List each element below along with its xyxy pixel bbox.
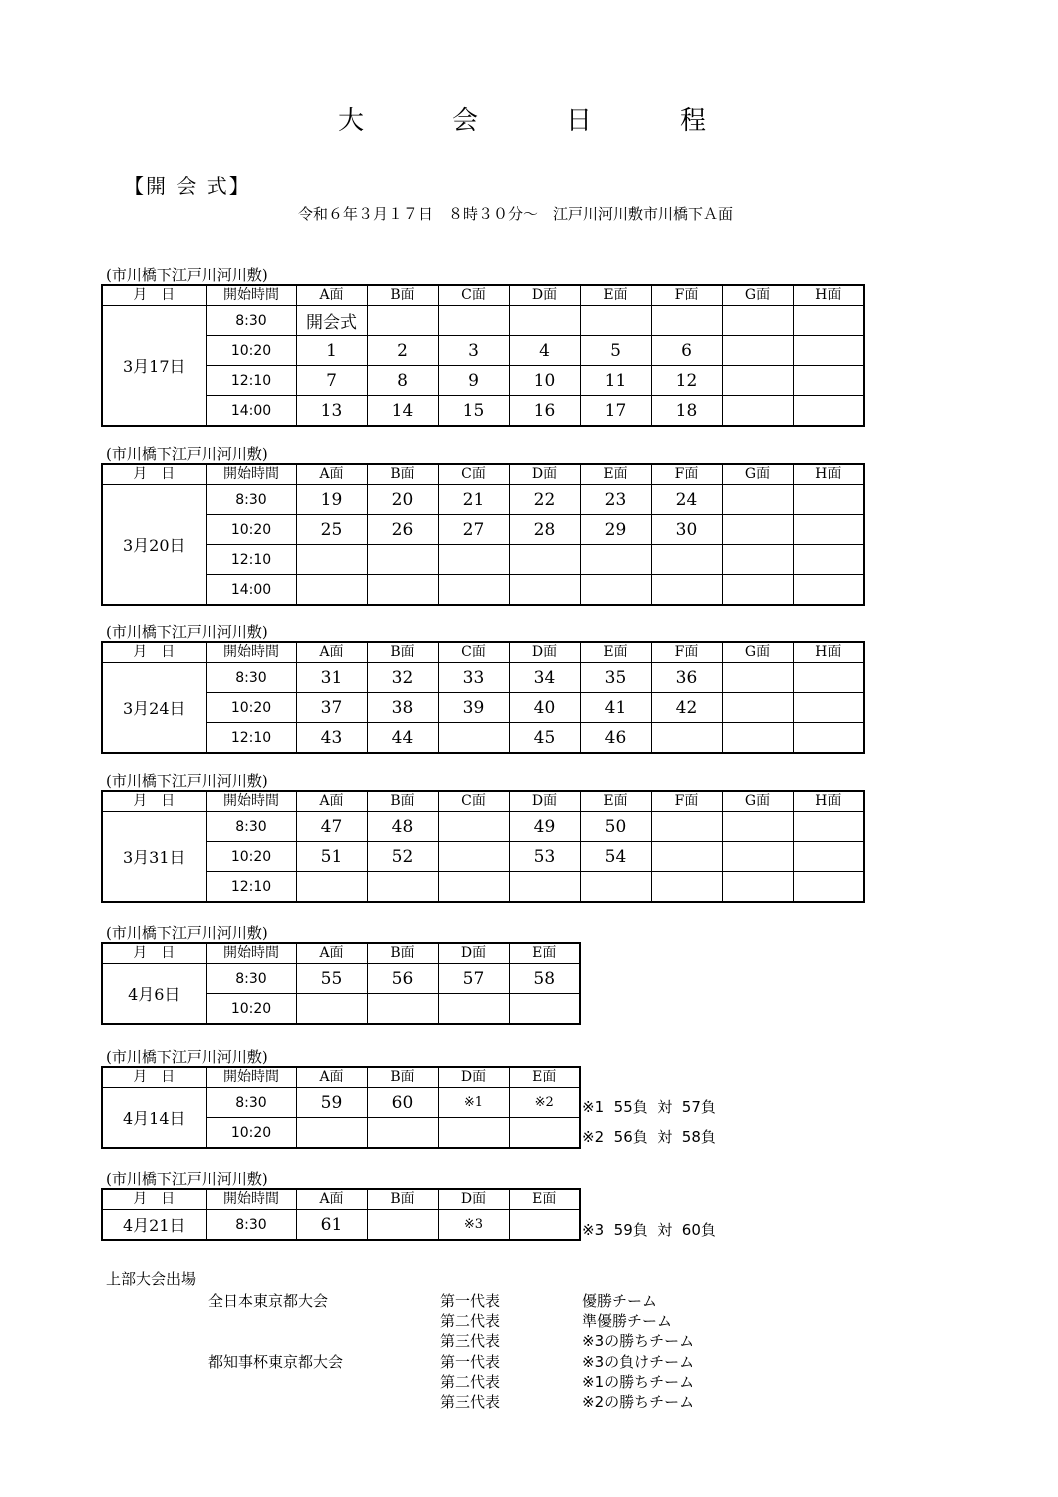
game-cell: 12 bbox=[651, 366, 722, 396]
game-cell: 49 bbox=[509, 812, 580, 842]
game-cell: 61 bbox=[296, 1210, 367, 1241]
game-cell bbox=[438, 545, 509, 575]
game-cell bbox=[367, 1210, 438, 1241]
game-cell: 16 bbox=[509, 396, 580, 427]
game-cell: 54 bbox=[580, 842, 651, 872]
column-header: C面 bbox=[438, 285, 509, 306]
game-cell bbox=[651, 545, 722, 575]
column-header: G面 bbox=[722, 791, 793, 812]
game-cell bbox=[793, 515, 864, 545]
game-cell: 59 bbox=[296, 1088, 367, 1118]
game-cell: 29 bbox=[580, 515, 651, 545]
column-header: A面 bbox=[296, 1189, 367, 1210]
schedule-table bbox=[101, 942, 581, 1025]
column-header: H面 bbox=[793, 791, 864, 812]
game-cell: 30 bbox=[651, 515, 722, 545]
table-row bbox=[102, 842, 864, 872]
rep-label: 第一代表 bbox=[440, 1292, 501, 1310]
game-cell bbox=[793, 693, 864, 723]
game-cell bbox=[509, 306, 580, 336]
game-cell: 56 bbox=[367, 964, 438, 994]
game-cell: 37 bbox=[296, 693, 367, 723]
game-cell bbox=[509, 1118, 580, 1149]
rep-label: 第二代表 bbox=[440, 1373, 501, 1391]
game-cell: 32 bbox=[367, 663, 438, 693]
table-header-row bbox=[102, 1189, 580, 1210]
column-header: B面 bbox=[367, 1067, 438, 1088]
game-cell bbox=[793, 872, 864, 903]
column-header: E面 bbox=[509, 1189, 580, 1210]
venue-label: (市川橋下江戸川河川敷) bbox=[106, 266, 268, 284]
table-row bbox=[102, 872, 864, 903]
column-header: B面 bbox=[367, 943, 438, 964]
game-cell bbox=[793, 366, 864, 396]
game-cell bbox=[793, 663, 864, 693]
game-cell bbox=[367, 306, 438, 336]
column-header: 月 日 bbox=[102, 285, 206, 306]
game-cell: 51 bbox=[296, 842, 367, 872]
column-header: E面 bbox=[509, 1067, 580, 1088]
ceremony-heading: 【開 会 式】 bbox=[124, 174, 251, 198]
game-cell bbox=[438, 306, 509, 336]
game-cell: 35 bbox=[580, 663, 651, 693]
column-header: F面 bbox=[651, 285, 722, 306]
title-char: 会 bbox=[452, 106, 479, 136]
game-cell: 43 bbox=[296, 723, 367, 754]
game-cell bbox=[509, 872, 580, 903]
qualification-title: 上部大会出場 bbox=[106, 1270, 197, 1288]
game-cell bbox=[793, 396, 864, 427]
team-label: ※2の勝ちチーム bbox=[582, 1393, 695, 1411]
game-cell: 39 bbox=[438, 693, 509, 723]
tournament-name: 全日本東京都大会 bbox=[208, 1292, 329, 1310]
table-header-row bbox=[102, 464, 864, 485]
table-row bbox=[102, 396, 864, 427]
game-cell: 50 bbox=[580, 812, 651, 842]
column-header: A面 bbox=[296, 943, 367, 964]
game-cell: 60 bbox=[367, 1088, 438, 1118]
game-cell: 55 bbox=[296, 964, 367, 994]
venue-label: (市川橋下江戸川河川敷) bbox=[106, 1170, 268, 1188]
table-row bbox=[102, 336, 864, 366]
game-cell: 19 bbox=[296, 485, 367, 515]
game-cell bbox=[438, 872, 509, 903]
table-row bbox=[102, 1088, 580, 1118]
column-header: 開始時間 bbox=[206, 1189, 296, 1210]
game-cell: 33 bbox=[438, 663, 509, 693]
game-cell bbox=[296, 872, 367, 903]
start-time-cell: 12:10 bbox=[206, 872, 296, 903]
column-header: B面 bbox=[367, 791, 438, 812]
game-cell: 7 bbox=[296, 366, 367, 396]
start-time-cell: 10:20 bbox=[206, 842, 296, 872]
game-cell bbox=[722, 366, 793, 396]
game-cell bbox=[793, 485, 864, 515]
start-time-cell: 8:30 bbox=[206, 663, 296, 693]
start-time-cell: 10:20 bbox=[206, 515, 296, 545]
game-cell bbox=[793, 812, 864, 842]
game-cell bbox=[651, 842, 722, 872]
game-cell bbox=[793, 545, 864, 575]
game-cell: 36 bbox=[651, 663, 722, 693]
column-header: D面 bbox=[509, 285, 580, 306]
start-time-cell: 8:30 bbox=[206, 1088, 296, 1118]
game-cell: 13 bbox=[296, 396, 367, 427]
team-label: ※1の勝ちチーム bbox=[582, 1373, 695, 1391]
column-header: G面 bbox=[722, 464, 793, 485]
column-header: D面 bbox=[509, 464, 580, 485]
start-time-cell: 10:20 bbox=[206, 994, 296, 1025]
game-cell bbox=[438, 575, 509, 606]
game-cell: 4 bbox=[509, 336, 580, 366]
date-cell: 3月20日 bbox=[102, 485, 206, 606]
rep-label: 第二代表 bbox=[440, 1312, 501, 1330]
column-header: B面 bbox=[367, 642, 438, 663]
game-cell: 38 bbox=[367, 693, 438, 723]
start-time-cell: 8:30 bbox=[206, 812, 296, 842]
page-title bbox=[0, 100, 1058, 140]
game-cell: 8 bbox=[367, 366, 438, 396]
game-cell bbox=[580, 306, 651, 336]
table-header-row bbox=[102, 642, 864, 663]
game-cell bbox=[722, 842, 793, 872]
column-header: B面 bbox=[367, 285, 438, 306]
table-header-row bbox=[102, 791, 864, 812]
team-label: ※3の勝ちチーム bbox=[582, 1332, 695, 1350]
game-cell bbox=[580, 545, 651, 575]
game-cell bbox=[438, 812, 509, 842]
column-header: 月 日 bbox=[102, 1189, 206, 1210]
game-cell: 44 bbox=[367, 723, 438, 754]
game-cell: 24 bbox=[651, 485, 722, 515]
game-cell: 開会式 bbox=[296, 306, 367, 336]
game-cell bbox=[580, 575, 651, 606]
tournament-name: 都知事杯東京都大会 bbox=[208, 1353, 344, 1371]
column-header: A面 bbox=[296, 1067, 367, 1088]
venue-label: (市川橋下江戸川河川敷) bbox=[106, 924, 268, 942]
table-row bbox=[102, 366, 864, 396]
game-cell: 6 bbox=[651, 336, 722, 366]
game-cell bbox=[367, 1118, 438, 1149]
table-row bbox=[102, 485, 864, 515]
team-label: 準優勝チーム bbox=[582, 1312, 673, 1330]
table-row bbox=[102, 545, 864, 575]
table-row bbox=[102, 306, 864, 336]
venue-label: (市川橋下江戸川河川敷) bbox=[106, 1048, 268, 1066]
game-cell bbox=[722, 545, 793, 575]
schedule-table bbox=[101, 1066, 581, 1149]
game-cell bbox=[722, 575, 793, 606]
column-header: 開始時間 bbox=[206, 285, 296, 306]
date-cell: 3月24日 bbox=[102, 663, 206, 754]
note-2: ※2 56負 対 58負 bbox=[582, 1128, 716, 1146]
game-cell: 40 bbox=[509, 693, 580, 723]
game-cell bbox=[438, 842, 509, 872]
game-cell: ※2 bbox=[509, 1088, 580, 1118]
game-cell: 17 bbox=[580, 396, 651, 427]
game-cell: 31 bbox=[296, 663, 367, 693]
game-cell bbox=[651, 723, 722, 754]
column-header: A面 bbox=[296, 791, 367, 812]
rep-label: 第三代表 bbox=[440, 1332, 501, 1350]
game-cell: 5 bbox=[580, 336, 651, 366]
game-cell: 20 bbox=[367, 485, 438, 515]
column-header: B面 bbox=[367, 1189, 438, 1210]
table-row bbox=[102, 1210, 580, 1241]
game-cell: 41 bbox=[580, 693, 651, 723]
table-row bbox=[102, 812, 864, 842]
schedule-table bbox=[101, 641, 865, 754]
column-header: D面 bbox=[509, 791, 580, 812]
game-cell: 58 bbox=[509, 964, 580, 994]
game-cell: 47 bbox=[296, 812, 367, 842]
game-cell: 1 bbox=[296, 336, 367, 366]
ceremony-detail: 令和６年３月１７日 ８時３０分～ 江戸川河川敷市川橋下Ａ面 bbox=[298, 205, 734, 223]
game-cell bbox=[722, 336, 793, 366]
game-cell bbox=[722, 812, 793, 842]
game-cell: 25 bbox=[296, 515, 367, 545]
column-header: A面 bbox=[296, 642, 367, 663]
game-cell bbox=[793, 723, 864, 754]
column-header: A面 bbox=[296, 464, 367, 485]
column-header: 開始時間 bbox=[206, 642, 296, 663]
column-header: 月 日 bbox=[102, 1067, 206, 1088]
game-cell: 53 bbox=[509, 842, 580, 872]
column-header: A面 bbox=[296, 285, 367, 306]
column-header: G面 bbox=[722, 642, 793, 663]
game-cell bbox=[793, 575, 864, 606]
start-time-cell: 12:10 bbox=[206, 366, 296, 396]
team-label: ※3の負けチーム bbox=[582, 1353, 695, 1371]
game-cell: 26 bbox=[367, 515, 438, 545]
game-cell: 2 bbox=[367, 336, 438, 366]
start-time-cell: 14:00 bbox=[206, 575, 296, 606]
game-cell bbox=[722, 693, 793, 723]
game-cell: 46 bbox=[580, 723, 651, 754]
note-1: ※1 55負 対 57負 bbox=[582, 1098, 716, 1116]
game-cell: 52 bbox=[367, 842, 438, 872]
game-cell bbox=[296, 1118, 367, 1149]
game-cell bbox=[296, 545, 367, 575]
column-header: E面 bbox=[580, 791, 651, 812]
date-cell: 4月14日 bbox=[102, 1088, 206, 1149]
game-cell: 57 bbox=[438, 964, 509, 994]
title-char: 日 bbox=[566, 106, 593, 136]
game-cell bbox=[438, 723, 509, 754]
table-header-row bbox=[102, 943, 580, 964]
table-row bbox=[102, 663, 864, 693]
start-time-cell: 8:30 bbox=[206, 485, 296, 515]
game-cell: 21 bbox=[438, 485, 509, 515]
venue-label: (市川橋下江戸川河川敷) bbox=[106, 445, 268, 463]
column-header: B面 bbox=[367, 464, 438, 485]
start-time-cell: 12:10 bbox=[206, 723, 296, 754]
game-cell bbox=[296, 575, 367, 606]
table-header-row bbox=[102, 285, 864, 306]
game-cell: ※1 bbox=[438, 1088, 509, 1118]
game-cell bbox=[722, 485, 793, 515]
game-cell bbox=[651, 306, 722, 336]
date-cell: 3月17日 bbox=[102, 306, 206, 427]
column-header: H面 bbox=[793, 642, 864, 663]
table-row bbox=[102, 693, 864, 723]
game-cell bbox=[438, 994, 509, 1025]
game-cell bbox=[722, 872, 793, 903]
start-time-cell: 14:00 bbox=[206, 396, 296, 427]
column-header: C面 bbox=[438, 464, 509, 485]
game-cell bbox=[367, 872, 438, 903]
game-cell: 9 bbox=[438, 366, 509, 396]
column-header: E面 bbox=[580, 642, 651, 663]
game-cell: 14 bbox=[367, 396, 438, 427]
game-cell bbox=[509, 1210, 580, 1241]
column-header: 開始時間 bbox=[206, 1067, 296, 1088]
game-cell: 18 bbox=[651, 396, 722, 427]
column-header: 月 日 bbox=[102, 464, 206, 485]
game-cell bbox=[651, 872, 722, 903]
start-time-cell: 10:20 bbox=[206, 1118, 296, 1149]
column-header: 月 日 bbox=[102, 943, 206, 964]
game-cell: 11 bbox=[580, 366, 651, 396]
column-header: 月 日 bbox=[102, 642, 206, 663]
date-cell: 4月6日 bbox=[102, 964, 206, 1025]
start-time-cell: 10:20 bbox=[206, 336, 296, 366]
game-cell bbox=[722, 515, 793, 545]
table-row bbox=[102, 723, 864, 754]
game-cell: 34 bbox=[509, 663, 580, 693]
game-cell bbox=[651, 575, 722, 606]
schedule-table bbox=[101, 790, 865, 903]
game-cell bbox=[651, 812, 722, 842]
game-cell: 22 bbox=[509, 485, 580, 515]
column-header: E面 bbox=[580, 285, 651, 306]
column-header: F面 bbox=[651, 791, 722, 812]
game-cell bbox=[367, 545, 438, 575]
start-time-cell: 10:20 bbox=[206, 693, 296, 723]
game-cell bbox=[438, 1118, 509, 1149]
schedule-table bbox=[101, 463, 865, 606]
column-header: 開始時間 bbox=[206, 943, 296, 964]
note-3: ※3 59負 対 60負 bbox=[582, 1221, 716, 1239]
game-cell bbox=[509, 994, 580, 1025]
schedule-table bbox=[101, 284, 865, 427]
game-cell bbox=[509, 545, 580, 575]
column-header: G面 bbox=[722, 285, 793, 306]
column-header: E面 bbox=[509, 943, 580, 964]
game-cell: ※3 bbox=[438, 1210, 509, 1241]
game-cell bbox=[296, 994, 367, 1025]
game-cell: 15 bbox=[438, 396, 509, 427]
column-header: 月 日 bbox=[102, 791, 206, 812]
column-header: D面 bbox=[438, 943, 509, 964]
game-cell: 42 bbox=[651, 693, 722, 723]
rep-label: 第一代表 bbox=[440, 1353, 501, 1371]
game-cell bbox=[793, 842, 864, 872]
game-cell: 23 bbox=[580, 485, 651, 515]
column-header: D面 bbox=[438, 1189, 509, 1210]
column-header: 開始時間 bbox=[206, 791, 296, 812]
game-cell bbox=[722, 306, 793, 336]
date-cell: 3月31日 bbox=[102, 812, 206, 903]
table-row bbox=[102, 575, 864, 606]
game-cell: 48 bbox=[367, 812, 438, 842]
game-cell: 27 bbox=[438, 515, 509, 545]
table-row bbox=[102, 964, 580, 994]
game-cell bbox=[580, 872, 651, 903]
game-cell bbox=[793, 306, 864, 336]
table-header-row bbox=[102, 1067, 580, 1088]
column-header: F面 bbox=[651, 464, 722, 485]
game-cell bbox=[722, 723, 793, 754]
title-char: 程 bbox=[680, 106, 707, 136]
column-header: H面 bbox=[793, 285, 864, 306]
game-cell: 3 bbox=[438, 336, 509, 366]
column-header: 開始時間 bbox=[206, 464, 296, 485]
team-label: 優勝チーム bbox=[582, 1292, 658, 1310]
rep-label: 第三代表 bbox=[440, 1393, 501, 1411]
start-time-cell: 8:30 bbox=[206, 964, 296, 994]
game-cell: 28 bbox=[509, 515, 580, 545]
schedule-table bbox=[101, 1188, 581, 1241]
date-cell: 4月21日 bbox=[102, 1210, 206, 1241]
game-cell bbox=[367, 994, 438, 1025]
game-cell: 10 bbox=[509, 366, 580, 396]
table-row bbox=[102, 515, 864, 545]
game-cell bbox=[722, 396, 793, 427]
title-char: 大 bbox=[338, 106, 365, 136]
venue-label: (市川橋下江戸川河川敷) bbox=[106, 623, 268, 641]
game-cell bbox=[722, 663, 793, 693]
column-header: H面 bbox=[793, 464, 864, 485]
column-header: D面 bbox=[438, 1067, 509, 1088]
start-time-cell: 8:30 bbox=[206, 306, 296, 336]
start-time-cell: 12:10 bbox=[206, 545, 296, 575]
start-time-cell: 8:30 bbox=[206, 1210, 296, 1241]
game-cell: 45 bbox=[509, 723, 580, 754]
column-header: E面 bbox=[580, 464, 651, 485]
column-header: F面 bbox=[651, 642, 722, 663]
game-cell bbox=[367, 575, 438, 606]
column-header: C面 bbox=[438, 791, 509, 812]
venue-label: (市川橋下江戸川河川敷) bbox=[106, 772, 268, 790]
game-cell bbox=[793, 336, 864, 366]
column-header: C面 bbox=[438, 642, 509, 663]
column-header: D面 bbox=[509, 642, 580, 663]
game-cell bbox=[509, 575, 580, 606]
